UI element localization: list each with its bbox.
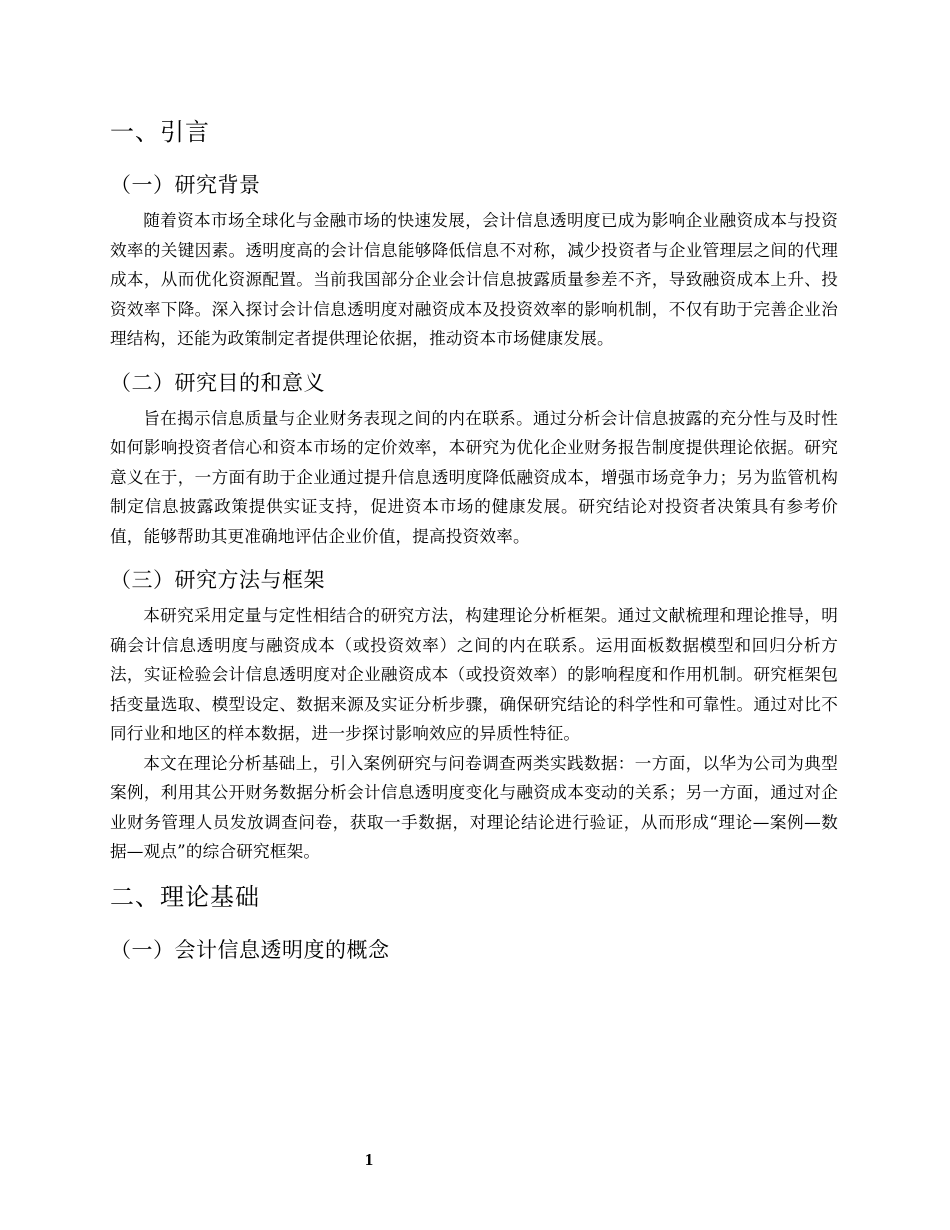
document-page — [110, 112, 838, 971]
subsection-heading-methods: （三）研究方法与框架 — [110, 568, 325, 592]
subsection-heading-background: （一）研究背景 — [110, 173, 261, 197]
paragraph-purpose: 旨在揭示信息质量与企业财务表现之间的内在联系。通过分析会计信息披露的充分性与及时性如何影响投资者信心和资本市场的定价效率，本研究为优化企业财务报告制度提供理论依据。研究意义在于，一方面有助于企业通过提升信息透明度降低融资成本，增强市场竞争力；另为监管机构制定信息披露政策提供实证支持，促进资本市场的健康发展。研究结论对投资者决策具有参考价值，能够帮助其更准确地评估企业价值，提高投资效率。 — [110, 408, 838, 546]
subsection-heading-transparency-concept: （一）会计信息透明度的概念 — [110, 937, 390, 962]
paragraph-methods: 本研究采用定量与定性相结合的研究方法，构建理论分析框架。通过文献梳理和理论推导，明确会计信息透明度与融资成本（或投资效率）之间的内在联系。运用面板数据模型和回归分析方法，实证检验会计信息透明度对企业融资成本（或投资效率）的影响程度和作用机制。研究框架包括变量选取、模型设定、数据来源及实证分析步骤，确保研究结论的科学性和可靠性。通过对比不同行业和地区的样本数据，进一步探讨影响效应的异质性特征。 — [110, 606, 838, 743]
paragraph-background: 随着资本市场全球化与金融市场的快速发展，会计信息透明度已成为影响企业融资成本与投资效率的关键因素。透明度高的会计信息能够降低信息不对称，减少投资者与企业管理层之间的代理成本，从而优化资源配置。当前我国部分企业会计信息披露质量参差不齐，导致融资成本上升、投资效率下降。深入探讨会计信息透明度对融资成本及投资效率的影响机制，不仅有助于完善企业治理结构，还能为政策制定者提供理论依据，推动资本市场健康发展。 — [110, 211, 838, 348]
section-heading-theory: 二、理论基础 — [110, 882, 260, 911]
page-number: 1 — [364, 1150, 374, 1169]
subsection-heading-purpose: （二）研究目的和意义 — [110, 370, 325, 395]
paragraph-methods-cases: 本文在理论分析基础上，引入案例研究与问卷调查两类实践数据：一方面，以华为公司为典型案例，利用其公开财务数据分析会计信息透明度变化与融资成本变动的关系；另一方面，通过对企业财务管理人员发放调查问卷，获取一手数据，对理论结论进行验证，从而形成“理论—案例—数据—观点”的综合研究框架。 — [110, 753, 838, 861]
section-heading-introduction: 一、引言 — [110, 118, 210, 146]
